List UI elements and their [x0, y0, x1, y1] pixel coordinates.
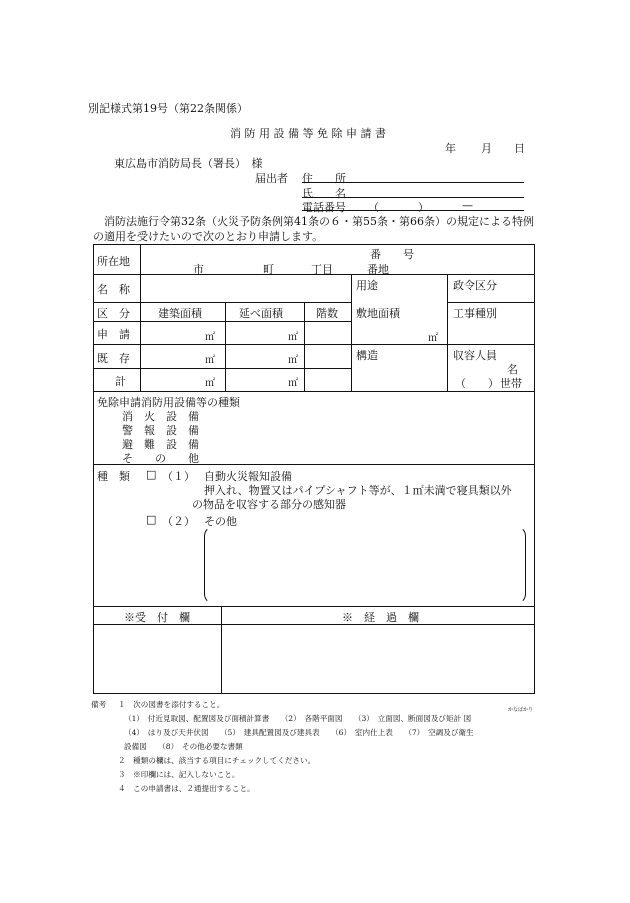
structure-label: 構造 [356, 349, 378, 362]
reception-header: ※受 付 欄 [124, 611, 190, 624]
statement-line-2: の適用を受けたいので次のとおり申請します。 [93, 230, 324, 243]
ruby-kanabakari: かなばかり [508, 707, 534, 713]
site-area-unit: ㎡ [428, 333, 438, 344]
form-number: 別記様式第19号（第22条関係） [88, 102, 248, 115]
option-1-desc-2: の物品を収容する部分の感知器 [192, 498, 346, 511]
other-details-bracket[interactable] [204, 526, 526, 604]
notes-label: 備考 [91, 700, 107, 709]
option-1-title: 自動火災報知設備 [204, 470, 292, 483]
option-2-checkbox[interactable]: □ [146, 513, 157, 526]
existing-building-unit: ㎡ [205, 355, 215, 366]
rule-after-division [93, 321, 351, 322]
rule-after-total [93, 391, 535, 392]
existing-floor-unit: ㎡ [288, 355, 298, 366]
date-year: 年 [445, 142, 456, 155]
applicant-phone-label: 電話番号 [302, 201, 346, 214]
docs-line-2: （4） はり及び天井伏図 （5） 建具配置図及び建具表 （6） 室内仕上表 （7） 空調及び衛生 [124, 728, 474, 737]
note-1: １ 次の図書を添付すること。 [118, 700, 225, 709]
option-1-checkbox[interactable]: □ [146, 468, 157, 481]
rule-after-application [93, 344, 535, 345]
progress-header: ※ 経 過 欄 [342, 611, 419, 624]
addressee: 東広島市消防局長（署長） 様 [114, 157, 263, 170]
applicant-label: 届出者 [255, 172, 288, 185]
phone-underline [302, 210, 524, 211]
capacity-label: 収容人員 [453, 349, 497, 362]
city-label: 市 [193, 263, 204, 276]
rule-use-column [351, 274, 352, 391]
location-input[interactable] [148, 255, 346, 269]
households-label: 世帯 [500, 377, 522, 390]
option-2-title: その他 [204, 515, 237, 528]
rule-after-name-left [93, 302, 351, 303]
name-underline [302, 197, 524, 198]
site-area-label: 敷地面積 [356, 307, 400, 320]
date-day: 日 [514, 142, 525, 155]
rule-after-type [93, 606, 535, 607]
note-2: ２ 種類の欄は、該当する項目にチェックしてください。 [118, 756, 316, 765]
exemption-item: 警 報 設 備 [122, 424, 199, 437]
work-type-label: 工事種別 [453, 307, 497, 320]
note-3: ３ ※印欄には、記入しないこと。 [118, 770, 240, 779]
phone-paren-open: （ [368, 201, 379, 214]
exemption-item: そ の 他 [122, 452, 199, 465]
application-label: 申 請 [97, 328, 130, 341]
name-label: 名 称 [97, 283, 130, 296]
address-underline [302, 182, 524, 183]
exemption-title: 免除申請消防用設備等の種類 [97, 396, 240, 409]
option-2-number: （２） [162, 515, 195, 528]
rule-floor-area-column [225, 302, 226, 391]
application-floor-unit: ㎡ [288, 332, 298, 343]
rule-after-name-right [447, 302, 535, 303]
phone-dash: — [462, 199, 473, 212]
statement-line-1: 消防法施行令第32条（火災予防条例第41条の６・第55条・第66条）の規定による特例 [104, 215, 534, 228]
location-label: 所在地 [97, 255, 130, 268]
total-building-unit: ㎡ [205, 378, 215, 389]
docs-line-1: （1） 付近見取図、配置図及び面積計算書 （2） 各階平面図 （3） 立面図、断面図及び矩計 図 [124, 714, 472, 723]
floors-label: 階数 [316, 307, 338, 320]
households-paren: （ ） [455, 377, 499, 390]
applicant-name-label: 氏 名 [302, 187, 346, 200]
persons-label: 名 [507, 363, 518, 376]
rule-floors-column [304, 302, 305, 391]
form-title: 消 防 用 設 備 等 免 除 申 請 書 [230, 127, 386, 140]
exemption-item: 避 難 設 備 [122, 438, 199, 451]
use-label: 用途 [356, 279, 378, 292]
application-building-unit: ㎡ [205, 332, 215, 343]
option-1-desc-1: 押入れ、物置又はパイプシャフト等が、１㎡未満で寝具類以外 [204, 484, 512, 497]
rule-label-column [140, 244, 141, 391]
date-month: 月 [481, 142, 492, 155]
rule-ordinance-column [447, 274, 448, 391]
chome-label: 丁目 [311, 263, 333, 276]
total-label: 計 [115, 375, 126, 388]
total-floor-area-label: 延べ面積 [239, 307, 283, 320]
phone-paren-close: ） [418, 201, 429, 214]
rule-reception-column [221, 606, 222, 694]
applicant-address-label: 住 所 [302, 172, 346, 185]
rule-after-existing [93, 368, 351, 369]
building-area-label: 建築面積 [158, 307, 202, 320]
option-1-number: （１） [162, 470, 195, 483]
town-label: 町 [263, 263, 274, 276]
docs-line-3: 設備図 （8） その他必要な書類 [124, 742, 243, 751]
name-input[interactable] [145, 278, 345, 298]
total-floor-unit: ㎡ [288, 378, 298, 389]
banchi-top: 番 号 [370, 248, 414, 261]
exemption-item: 消 火 設 備 [122, 410, 199, 423]
division-label: 区 分 [97, 307, 130, 320]
note-4: ４ この申請書は、２通提出すること。 [118, 784, 255, 793]
type-label: 種 類 [97, 470, 130, 483]
ordinance-label: 政令区分 [453, 279, 497, 292]
existing-label: 既 存 [97, 352, 130, 365]
banchi-label: 番地 [367, 263, 389, 276]
